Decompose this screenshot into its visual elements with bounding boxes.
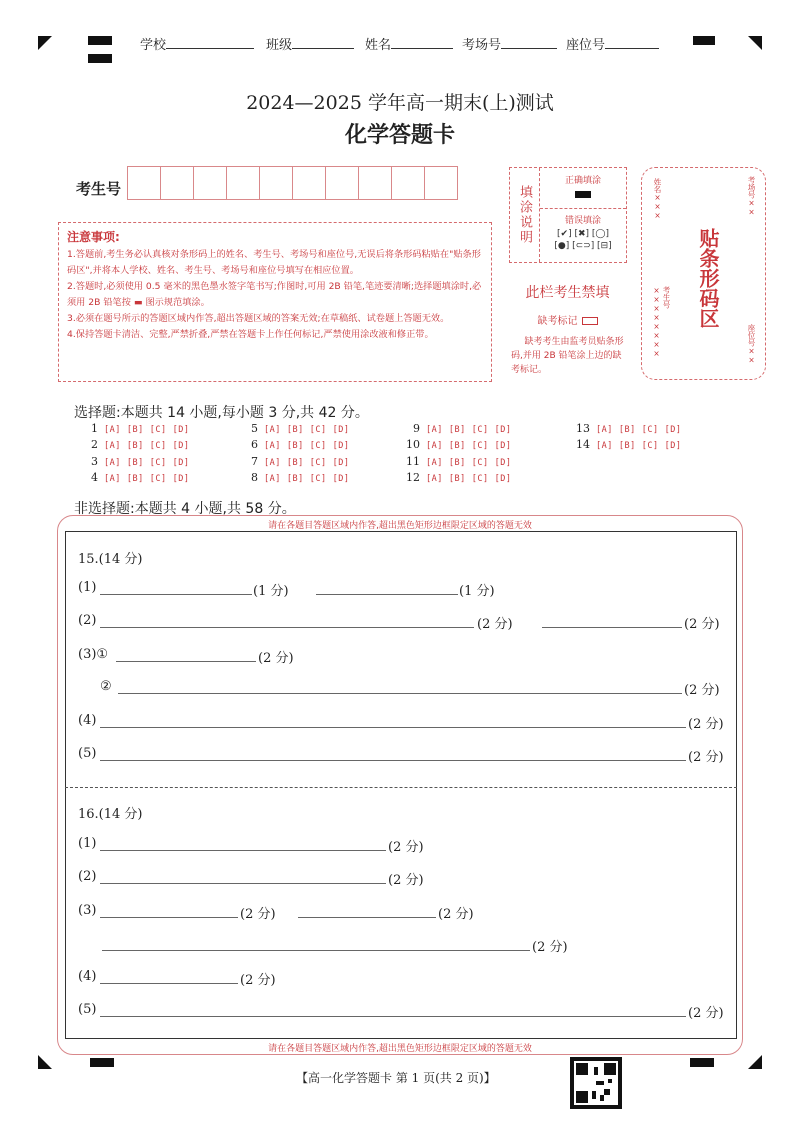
answer-line[interactable] <box>298 917 436 918</box>
absence-checkbox[interactable] <box>582 317 598 325</box>
choice-question <box>80 471 195 484</box>
choice-question <box>240 471 355 484</box>
choice-question <box>80 438 195 451</box>
answer-bubble[interactable]: [B] <box>126 441 144 451</box>
corner-mark-top-right <box>748 36 762 50</box>
seat-field[interactable] <box>566 34 659 53</box>
question-number: 14 <box>576 438 590 451</box>
answer-bubble[interactable]: [C] <box>149 441 167 451</box>
answer-bubble[interactable]: [B] <box>286 425 304 435</box>
digit-cell[interactable] <box>160 166 194 200</box>
timing-mark <box>88 36 112 45</box>
choice-question <box>402 438 517 451</box>
answer-bubble[interactable]: [A] <box>104 425 121 435</box>
digit-cell[interactable] <box>193 166 227 200</box>
answer-bubble[interactable]: [B] <box>448 441 466 451</box>
answer-bubble[interactable]: [A] <box>104 474 121 484</box>
answer-bubble[interactable]: [A] <box>264 474 281 484</box>
exam-number-grid[interactable] <box>127 166 457 200</box>
answer-bubble[interactable]: [B] <box>286 474 304 484</box>
answer-line[interactable] <box>316 594 458 595</box>
choice-section-header: 选择题:本题共 14 小题,每小题 3 分,共 42 分。 <box>74 405 369 421</box>
q15-part1-label: (1) <box>78 580 97 595</box>
q16-part5-label: (5) <box>78 1002 97 1017</box>
answer-bubble[interactable]: [B] <box>618 441 636 451</box>
answer-region[interactable] <box>65 531 737 1039</box>
corner-mark-bottom-left <box>38 1055 52 1069</box>
wrong-fill-example <box>540 209 626 262</box>
digit-cell[interactable] <box>325 166 359 200</box>
room-label: 考场号 <box>462 38 502 53</box>
name-field[interactable] <box>365 34 453 53</box>
timing-mark <box>690 1058 714 1067</box>
q16-part3-label: (3) <box>78 903 97 918</box>
absence-description: 缺考考生由监考员贴条形码,并用 2B 铅笔涂上边的缺考标记。 <box>511 337 624 375</box>
filled-mark-icon <box>575 191 591 198</box>
answer-line[interactable] <box>100 594 252 595</box>
score-label: (2 分) <box>388 840 424 855</box>
answer-bubble[interactable]: [D] <box>332 441 350 451</box>
nonchoice-section-header: 非选择题:本题共 4 小题,共 58 分。 <box>74 501 296 517</box>
choice-question <box>402 422 517 435</box>
q15-part3a-label: (3)① <box>78 647 109 662</box>
answer-bubble[interactable]: [A] <box>264 425 281 435</box>
corner-mark-top-left <box>38 36 52 50</box>
answer-bubble[interactable]: [A] <box>426 425 443 435</box>
qr-code-icon <box>570 1057 622 1109</box>
score-label: (2 分) <box>532 940 568 955</box>
answer-line[interactable] <box>118 693 682 694</box>
answer-bubble[interactable]: [D] <box>332 474 350 484</box>
corner-mark-bottom-right <box>748 1055 762 1069</box>
exam-number-label: 考生号 <box>76 180 122 198</box>
notice-box <box>58 222 492 382</box>
answer-bubble[interactable]: [A] <box>426 441 443 451</box>
answer-line[interactable] <box>100 883 386 884</box>
answer-bubble[interactable]: [B] <box>448 425 466 435</box>
answer-bubble[interactable]: [A] <box>426 458 443 468</box>
region-warning-top: 请在各题目答题区域内作答,超出黑色矩形边框限定区域的答题无效 <box>268 521 532 531</box>
answer-bubble[interactable]: [C] <box>149 474 167 484</box>
answer-bubble[interactable]: [D] <box>172 458 190 468</box>
answer-bubble[interactable]: [C] <box>309 474 327 484</box>
question-number: 7 <box>251 455 258 468</box>
school-field[interactable] <box>140 34 254 53</box>
answer-bubble[interactable]: [D] <box>172 425 190 435</box>
choice-question <box>572 438 687 451</box>
answer-bubble[interactable]: [B] <box>286 458 304 468</box>
q15-title: 15.(14 分) <box>78 552 143 567</box>
answer-bubble[interactable]: [B] <box>126 458 144 468</box>
question-number: 12 <box>406 471 420 484</box>
question-number: 9 <box>413 422 420 435</box>
score-label: (2 分) <box>688 750 724 765</box>
choice-question <box>80 455 195 468</box>
choice-question <box>240 438 355 451</box>
barcode-name-hint: 姓名××× <box>653 178 662 220</box>
q15-part2-label: (2) <box>78 613 97 628</box>
question-number: 5 <box>251 422 258 435</box>
answer-bubble[interactable]: [A] <box>104 441 121 451</box>
answer-bubble[interactable]: [D] <box>664 425 682 435</box>
proctor-only-area <box>505 282 630 377</box>
correct-fill-example <box>540 168 626 209</box>
digit-cell[interactable] <box>358 166 392 200</box>
question-number: 3 <box>91 455 98 468</box>
answer-line[interactable] <box>100 1016 686 1017</box>
wrong-fill-row: [✔] [✖] [◯] <box>557 229 609 239</box>
score-label: (2 分) <box>258 651 294 666</box>
answer-line[interactable] <box>100 727 686 728</box>
answer-bubble[interactable]: [C] <box>309 458 327 468</box>
answer-line[interactable] <box>542 627 682 628</box>
school-label: 学校 <box>140 38 167 53</box>
exam-title: 2024—2025 学年高一期末(上)测试 <box>246 92 554 114</box>
answer-bubble[interactable]: [B] <box>618 425 636 435</box>
notice-item: 2.答题时,必须使用 0.5 毫米的黑色墨水签字笔书写;作图时,可用 2B 铅笔,笔迹要清晰;选择题填涂时,必须用 2B 铅笔按 ▬ 图示规范填涂。 <box>67 281 482 308</box>
choice-question <box>402 471 517 484</box>
answer-bubble[interactable]: [C] <box>149 458 167 468</box>
score-label: (2 分) <box>240 907 276 922</box>
barcode-room-hint: 考场号×× <box>747 176 756 217</box>
answer-bubble[interactable]: [D] <box>494 474 512 484</box>
answer-bubble[interactable]: [B] <box>448 474 466 484</box>
name-label: 姓名 <box>365 38 392 53</box>
q16-title: 16.(14 分) <box>78 807 143 822</box>
answer-bubble[interactable]: [D] <box>172 474 190 484</box>
answer-bubble[interactable]: [D] <box>172 441 190 451</box>
answer-bubble[interactable]: [C] <box>641 425 659 435</box>
score-label: (1 分) <box>459 584 495 599</box>
question-divider <box>65 787 737 788</box>
answer-line[interactable] <box>100 850 386 851</box>
answer-line[interactable] <box>100 760 686 761</box>
q15-part4-label: (4) <box>78 713 97 728</box>
timing-mark <box>88 54 112 63</box>
answer-line[interactable] <box>100 917 238 918</box>
q16-part1-label: (1) <box>78 836 97 851</box>
room-field[interactable] <box>462 34 557 53</box>
notice-item: 1.答题前,考生务必认真核对条形码上的姓名、考生号、考场号和座位号,无误后将条形码粘贴在"贴条形码区",并将本人学校、姓名、考生号、考场号和座位号填写在相应位置。 <box>67 249 481 276</box>
answer-line[interactable] <box>100 983 238 984</box>
barcode-seat-hint: 座位号×× <box>747 324 756 365</box>
page-footer: 【高一化学答题卡 第 1 页(共 2 页)】 <box>296 1071 496 1085</box>
proctor-only-title: 此栏考生禁填 <box>525 285 610 301</box>
choice-question <box>572 422 687 435</box>
choice-question <box>240 455 355 468</box>
score-label: (2 分) <box>688 717 724 732</box>
q16-part4-label: (4) <box>78 969 97 984</box>
barcode-area-title: 贴条形码区 <box>696 228 720 328</box>
q15-part5-label: (5) <box>78 746 97 761</box>
score-label: (2 分) <box>684 683 720 698</box>
choice-question <box>402 455 517 468</box>
notice-item: 4.保持答题卡清洁、完整,严禁折叠,严禁在答题卡上作任何标记,严禁使用涂改液和修正带。 <box>67 329 434 340</box>
digit-cell[interactable] <box>391 166 425 200</box>
answer-bubble[interactable]: [B] <box>126 425 144 435</box>
card-title: 化学答题卡 <box>344 123 455 148</box>
choice-question <box>80 422 195 435</box>
answer-bubble[interactable]: [A] <box>264 441 281 451</box>
answer-bubble[interactable]: [A] <box>426 474 443 484</box>
answer-bubble[interactable]: [C] <box>471 425 489 435</box>
answer-line[interactable] <box>100 627 474 628</box>
wrong-fill-label: 错误填涂 <box>564 216 601 226</box>
question-number: 13 <box>576 422 590 435</box>
notice-title: 注意事项: <box>67 230 120 244</box>
question-number: 2 <box>91 438 98 451</box>
answer-bubble[interactable]: [D] <box>494 458 512 468</box>
answer-bubble[interactable]: [C] <box>471 458 489 468</box>
answer-bubble[interactable]: [D] <box>332 458 350 468</box>
score-label: (2 分) <box>684 617 720 632</box>
barcode-exam-hint: 考生号×××××××× <box>652 286 671 358</box>
timing-mark <box>90 1058 114 1067</box>
answer-bubble[interactable]: [A] <box>264 458 281 468</box>
question-number: 4 <box>91 471 98 484</box>
barcode-area <box>641 167 766 380</box>
absence-mark[interactable] <box>505 312 630 327</box>
digit-cell[interactable] <box>292 166 326 200</box>
digit-cell[interactable] <box>259 166 293 200</box>
digit-cell[interactable] <box>127 166 161 200</box>
score-label: (2 分) <box>688 1006 724 1021</box>
score-label: (2 分) <box>388 873 424 888</box>
question-number: 11 <box>406 455 420 468</box>
digit-cell[interactable] <box>226 166 260 200</box>
wrong-fill-row: [●] [⊂⊃] [⊟] <box>554 241 612 251</box>
notice-item: 3.必须在题号所示的答题区域内作答,超出答题区域的答案无效;在草稿纸、试卷题上答题无效。 <box>67 313 450 324</box>
class-field[interactable] <box>266 34 354 53</box>
answer-bubble[interactable]: [C] <box>641 441 659 451</box>
answer-bubble[interactable]: [D] <box>494 441 512 451</box>
answer-bubble[interactable]: [C] <box>149 425 167 435</box>
answer-bubble[interactable]: [C] <box>471 474 489 484</box>
choice-question <box>240 422 355 435</box>
fill-guide-side-label: 填涂说明 <box>510 168 540 262</box>
answer-bubble[interactable]: [D] <box>664 441 682 451</box>
class-label: 班级 <box>266 38 293 53</box>
q16-part2-label: (2) <box>78 869 97 884</box>
score-label: (2 分) <box>477 617 513 632</box>
answer-bubble[interactable]: [B] <box>286 441 304 451</box>
answer-bubble[interactable]: [C] <box>309 425 327 435</box>
digit-cell[interactable] <box>424 166 458 200</box>
answer-bubble[interactable]: [A] <box>104 458 121 468</box>
answer-bubble[interactable]: [A] <box>596 441 613 451</box>
correct-fill-label: 正确填涂 <box>564 176 601 186</box>
seat-label: 座位号 <box>566 38 606 53</box>
score-label: (2 分) <box>240 973 276 988</box>
answer-bubble[interactable]: [D] <box>332 425 350 435</box>
answer-line[interactable] <box>102 950 530 951</box>
answer-bubble[interactable]: [C] <box>471 441 489 451</box>
answer-bubble[interactable]: [A] <box>596 425 613 435</box>
q15-part3b-label: ② <box>100 679 112 694</box>
absence-mark-label: 缺考标记 <box>537 316 578 327</box>
question-number: 6 <box>251 438 258 451</box>
fill-guide <box>509 167 627 263</box>
timing-mark <box>693 36 715 45</box>
question-number: 1 <box>91 422 98 435</box>
question-number: 8 <box>251 471 258 484</box>
score-label: (2 分) <box>438 907 474 922</box>
answer-line[interactable] <box>116 661 256 662</box>
answer-bubble[interactable]: [C] <box>309 441 327 451</box>
answer-bubble[interactable]: [B] <box>448 458 466 468</box>
answer-bubble[interactable]: [B] <box>126 474 144 484</box>
region-warning-bottom: 请在各题目答题区域内作答,超出黑色矩形边框限定区域的答题无效 <box>268 1044 532 1054</box>
question-number: 10 <box>406 438 420 451</box>
answer-bubble[interactable]: [D] <box>494 425 512 435</box>
score-label: (1 分) <box>253 584 289 599</box>
